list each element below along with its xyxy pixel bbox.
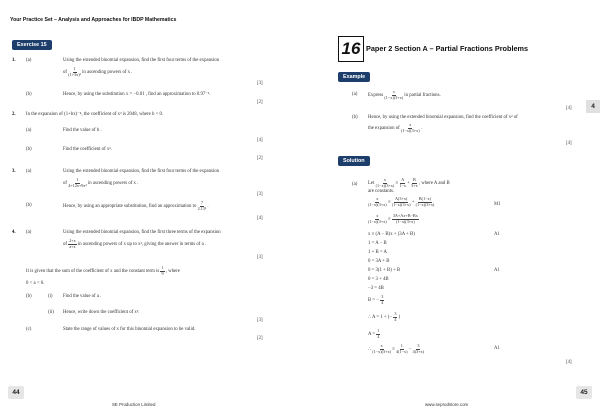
question-1-number: 1.: [12, 58, 16, 63]
solution-line-13: ∴ A = 1 + (− $\frac{3}{4}$ ): [368, 311, 401, 322]
mark-a1-third: A1: [494, 346, 500, 351]
example-part-b-expression: the expansion of $\frac{x}{(1-x)(3+x)}$ .: [368, 122, 423, 133]
page-number-right: 45: [576, 386, 592, 399]
q3a-marks: [3]: [257, 192, 263, 197]
q4-part-bi-label: (i): [48, 294, 53, 299]
right-page: [300, 0, 600, 420]
example-part-b-text: Hence, by using the extended binomial expansion, find the coefficient of x² of: [368, 115, 518, 120]
q4c-marks: [2]: [257, 336, 263, 341]
chapter-title: Paper 2 Section A – Partial Fractions Problems: [366, 44, 529, 53]
question-4-number: 4.: [12, 230, 16, 235]
mark-a1-second: A1: [494, 268, 500, 273]
q1-part-a-text: Using the extended binomial expansion, find the first four terms of the expansion: [63, 58, 219, 63]
example-b-marks: [4]: [566, 141, 572, 146]
q4-part-bii-label: (ii): [48, 310, 54, 315]
solution-line-9: 0 = 3(1 + B) + B: [368, 268, 401, 273]
solution-line-15: ∴ $\frac{x}{(1-x)(3+x)}$ ≡ $\frac{1}{4(1-x)}$ − $\frac{3}{4(3+x)}$: [368, 343, 425, 354]
q2a-marks: [4]: [257, 138, 263, 143]
footer-website: www.seprodstore.com: [425, 402, 469, 407]
q2-part-a-label: (a): [26, 128, 32, 133]
q2b-marks: [2]: [257, 156, 263, 161]
q4a-marks: [3]: [257, 255, 263, 260]
solution-line-11: −3 = 4B: [368, 286, 384, 291]
example-a-marks: [4]: [566, 106, 572, 111]
q4-part-bii-text: Hence, write down the coefficient of x².: [63, 310, 140, 315]
q2-part-b-label: (b): [26, 147, 32, 152]
chapter-side-tab: 4: [586, 100, 600, 113]
q3-expression: of $\frac{1}{\text{4+12x+9x²}}$ in ascending powers of x .: [63, 177, 139, 188]
q4-part-a-text: Using the extended binomial expansion, find the first three terms of the expansion: [63, 230, 221, 235]
q1-part-b-label: (b): [26, 92, 32, 97]
q4-part-c-label: (c): [26, 327, 32, 332]
solution-line-6: 1 = A − B: [368, 241, 387, 246]
running-header: Your Practice Set – Analysis and Approaches for IBDP Mathematics: [10, 17, 177, 23]
q1a-marks: [3]: [257, 81, 263, 86]
solution-line-2: are constants.: [368, 189, 395, 194]
chapter-number: 16: [338, 36, 364, 62]
solution-part-a-label: (a): [352, 182, 358, 187]
solution-line-5: x ≡ (A − B)x + (3A + B): [368, 232, 415, 237]
solution-line-3: $\frac{x}{(1-x)(3+x)}$ ≡ $\frac{A(3+x)}{(1-x)(3+x)}$ + $\frac{B(1-x)}{(1-x)(3+x)}$: [368, 196, 435, 207]
q4b-marks: [3]: [257, 318, 263, 323]
q3-part-b-text: Hence, by using an appropriate substitution, find an approximation to $\frac{7}{\text{2.13²}}$ .: [63, 200, 209, 211]
example-part-a-label: (a): [352, 92, 358, 97]
solution-line-7: 1 + B = A: [368, 250, 388, 255]
q2-part-a-text: Find the value of b .: [63, 128, 102, 133]
q1-part-b-text: Hence, by using the substitution x = −0.01 , find an approximation to 0.97⁻².: [63, 92, 211, 97]
mark-m1: M1: [494, 202, 501, 207]
q1b-marks: [2]: [257, 100, 263, 105]
solution-line-14: A = $\frac{1}{4}$: [368, 328, 380, 339]
q3-part-a-text: Using the extended binomial expansion, find the first four terms of the expansion: [63, 169, 219, 174]
solution-line-10: 0 = 3 + 4B: [368, 277, 389, 282]
q1-part-a-label: (a): [26, 58, 32, 63]
q2-text: In the expansion of (1+bx)⁻⁴, the coefficient of x³ is 2048, where b < 0.: [26, 112, 164, 117]
solution-marks: [4]: [566, 360, 572, 365]
example-part-a-text: Express $\frac{x}{(1-x)(3+x)}$ in partial fractions.: [368, 89, 441, 100]
q4-part-bi-text: Find the value of a .: [63, 294, 102, 299]
mark-a1-first: A1: [494, 232, 500, 237]
q4-condition: 0 < a < 6.: [26, 281, 45, 286]
q2-part-b-text: Find the coefficient of x².: [63, 147, 112, 152]
solution-badge: Solution: [338, 156, 370, 166]
q3-part-a-label: (a): [26, 169, 32, 174]
solution-line-8: 0 = 3A + B: [368, 259, 390, 264]
page-number-left: 44: [8, 386, 24, 399]
question-2-number: 2.: [12, 112, 16, 117]
q4-part-c-text: State the range of values of x for this binomial expansion to be valid.: [63, 327, 196, 332]
solution-line-1: Let $\frac{x}{(1-x)(3+x)}$ ≡ $\frac{A}{1-x}$ + $\frac{B}{3+x}$ , where A and B: [368, 177, 450, 188]
question-3-number: 3.: [12, 169, 16, 174]
q4-part-a-label: (a): [26, 230, 32, 235]
q1-expression: of $\frac{1}{\text{(1+3x)²}}$ in ascending powers of x .: [63, 66, 133, 77]
q4-expression: of $\frac{2+x}{a+x}$ in ascending powers of x up to x², giving the answer in terms of a .: [63, 238, 207, 249]
q3-part-b-label: (b): [26, 203, 32, 208]
footer-publisher: SE Production Limited: [112, 402, 156, 407]
solution-line-4: $\frac{x}{(1-x)(3+x)}$ ≡ $\frac{3A+Ax+B-Bx}{(1-x)(3+x)}$: [368, 213, 418, 224]
q4-part-b-label: (b): [26, 294, 32, 299]
example-badge: Example: [338, 72, 370, 82]
exercise-badge: Exercise 15: [12, 40, 52, 50]
q4-given: It is given that the sum of the coefficient of x and the constant term is $\frac{1}{9}$ , where: [26, 265, 180, 276]
example-part-b-label: (b): [352, 115, 358, 120]
solution-line-12: B = − $\frac{3}{4}$: [368, 294, 384, 305]
q3b-marks: [4]: [257, 216, 263, 221]
